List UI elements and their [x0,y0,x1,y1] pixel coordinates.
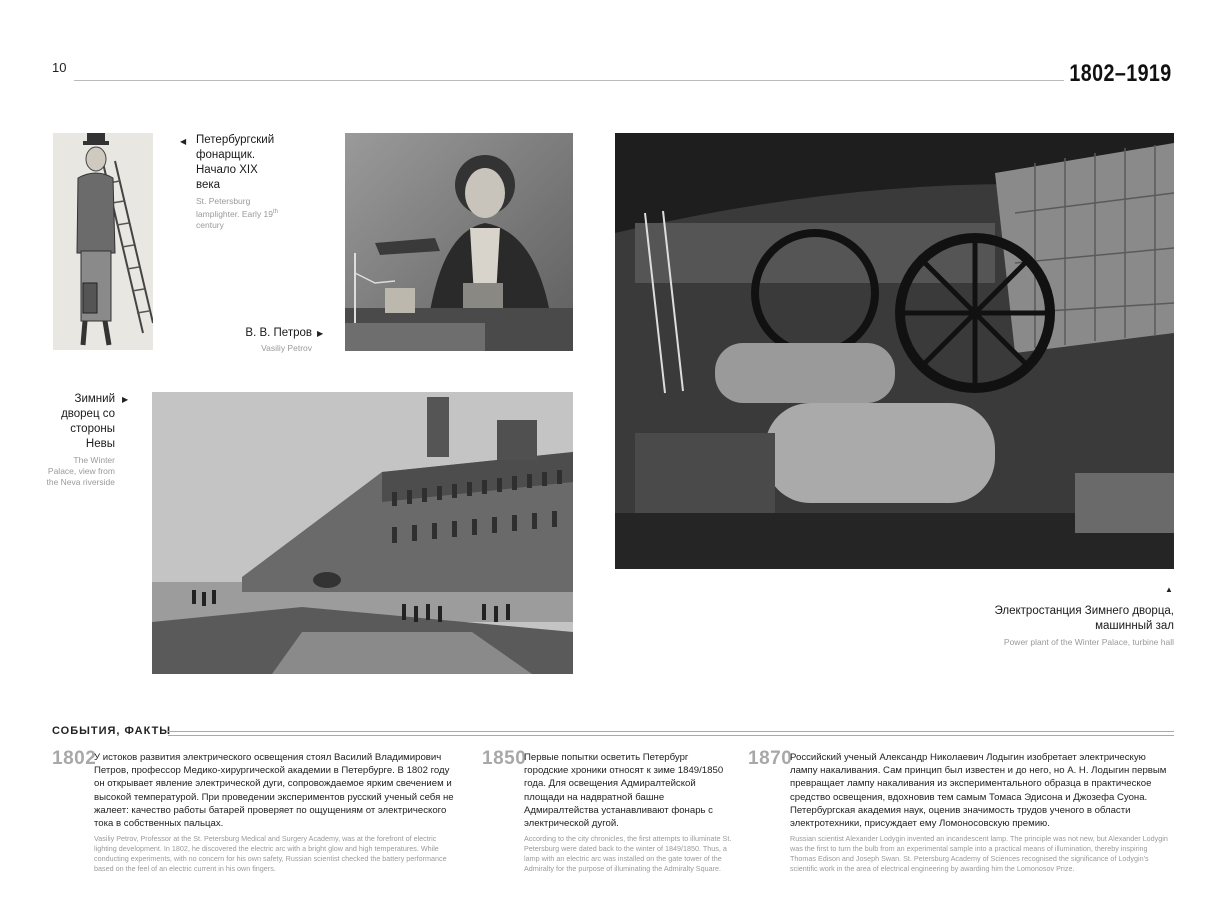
arrow-right-icon: ▶ [317,329,324,338]
events-heading: СОБЫТИЯ, ФАКТЫ [52,725,172,737]
lamplighter-caption-ru: Петербургский фонарщик. Начало XIX века [196,134,275,191]
event-text [790,751,1174,873]
event-year: 1870 [748,748,793,769]
petrov-caption-en: Vasiliy Petrov [261,343,312,353]
lamplighter-photo [53,133,153,350]
lamplighter-caption-en: St. Petersburg lamplighter. Early 19th century [196,196,279,230]
event-text [94,751,456,873]
event-text-en: According to the city chronicles, the first attempts to illuminate St. Petersburg were dated back to the winter of 1849/1850. Thus, a lamp with an electric arc was installed on the gate tower of the Admiralty for the purpose of illuminating the Admiralty Square. [524,834,732,873]
event-text-en: Russian scientist Alexander Lodygin invented an incandescent lamp. The principle was not new, but Alexander Lodygin was the first to turn the bulb from an experimental sample into a practical means of illumination, thereby inspiring Thomas Edison and Joseph Swan. St. Petersburg Academy of Sciences recognised the significance of Lodygin's scientific work in the area of electrical engineering by awarding him the Lomonosov Prize. [790,834,1168,873]
events-rule [168,731,1174,736]
power-plant-caption-en: Power plant of the Winter Palace, turbine hall [1003,637,1174,647]
event-text-ru: Первые попытки осветить Петербург городские хроники относят к зиме 1849/1850 года. Для освещения Адмиралтейской площади на надвратной башне Адмиралтейства устанавливают фонарь с электрической дугой. [524,752,724,830]
winter-palace-caption [45,392,115,488]
event-year: 1802 [52,748,97,769]
winter-palace-photo [152,392,573,674]
winter-palace-caption-ru: Зимний дворец со стороны Невы [61,393,115,450]
header-rule [74,80,1064,81]
event-year: 1850 [482,748,527,769]
event-text [524,751,734,873]
arrow-up-icon: ▲ [1165,585,1173,594]
arrow-right-icon: ▶ [122,395,129,404]
power-plant-caption-ru: Электростанция Зимнего дворца, машинный зал [994,605,1174,632]
page-title: 1802–1919 [1069,60,1172,87]
arrow-left-icon: ◀ [180,137,187,146]
page-number: 10 [52,60,67,75]
winter-palace-caption-en: The Winter Palace, view from the Neva riverside [46,455,115,487]
lamplighter-caption [196,133,282,231]
event-text-ru: Российский ученый Александр Николаевич Лодыгин изобретает электрическую лампу накаливания. Сам принцип был известен и до него, но А. Н. Лодыгин первым превращает лампу накаливания из экспериментального образца в практическое средство освещения, вдохновив тем самым Томаса Эдисона и Джозефа Суона. Петербургская академия наук, оценив значимость трудов ученого в области электротехники, присуждает ему Ломоносовскую премию. [790,752,1167,830]
petrov-portrait [345,133,573,351]
petrov-caption-ru: В. В. Петров [245,327,312,339]
power-plant-caption [974,604,1174,648]
power-plant-photo [615,133,1174,569]
event-text-en: Vasiliy Petrov, Professor at the St. Petersburg Medical and Surgery Academy, was at the forefront of electric lighting development. In 1802, he discovered the electric arc with a bright glow and high temperatures. While conducting experiments, with no concern for his own safety, Russian scientist checked the battery performance based on the feel of an electric current in his own fingers. [94,834,447,873]
petrov-caption [192,326,312,354]
event-text-ru: У истоков развития электрического освещения стоял Василий Владимирович Петров, профессор Медико-хирургической академии в Петербурге. В 1802 году он открывает явление электрической дуги, сопровождаемое ярким свечением и высокой температурой. При проведении экспериментов русский ученый себя не жалеет: качество работы батарей проверяет по ощущениям от электрического тока в собственных пальцах. [94,752,454,830]
